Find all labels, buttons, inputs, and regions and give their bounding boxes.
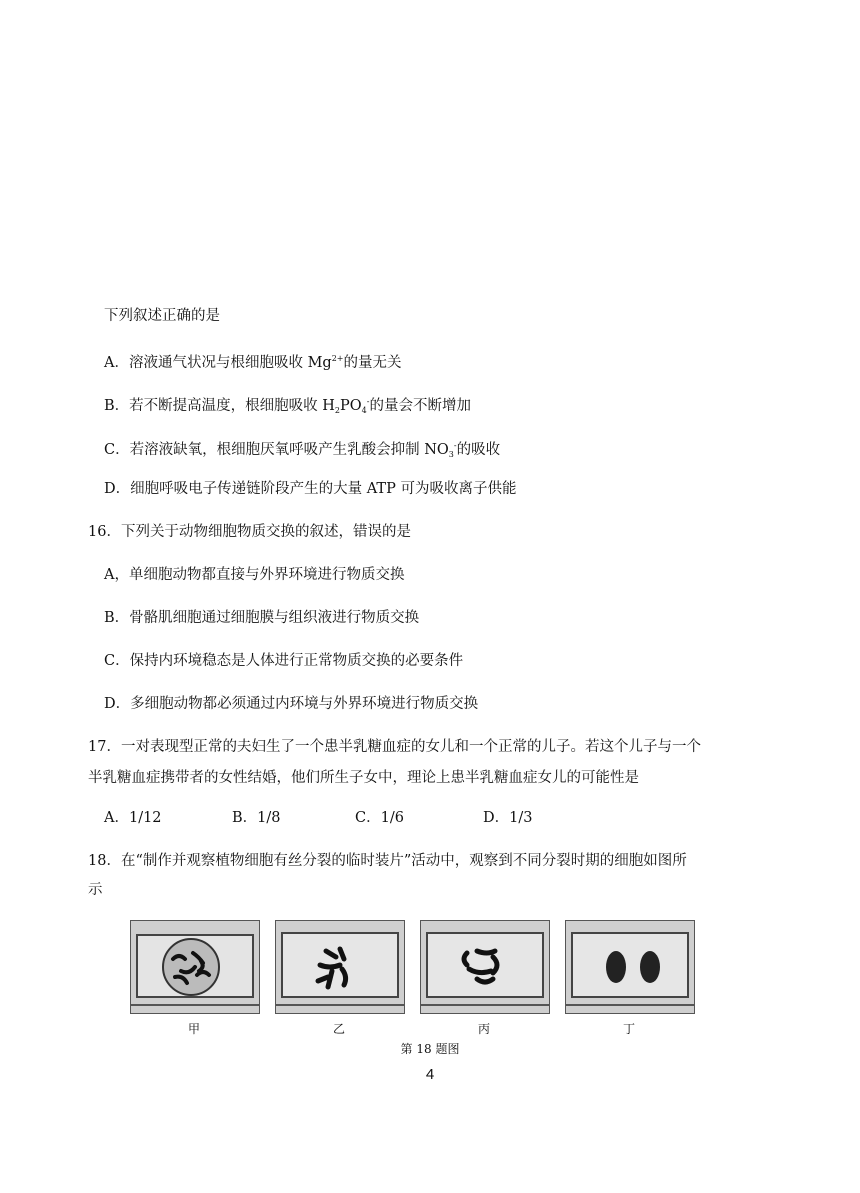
q18-stem-line1: 18．在“制作并观察植物细胞有丝分裂的临时装片”活动中，观察到不同分裂时期的细胞如图所 [88, 853, 687, 869]
q16-option-c: C．保持内环境稳态是人体进行正常物质交换的必要条件 [104, 653, 464, 669]
figure-label-bing: 丙 [477, 1022, 490, 1036]
q17-option-c: C．1/6 [355, 810, 404, 826]
cell-image-bing [420, 920, 550, 1014]
q17-option-b: B．1/8 [232, 810, 281, 826]
q15-option-c: C．若溶液缺氧，根细胞厌氧呼吸产生乳酸会抑制 $NO_3^-$的吸收 [104, 441, 501, 459]
q16-option-b: B．骨骼肌细胞通过细胞膜与组织液进行物质交换 [104, 610, 420, 626]
cell-image-yi [275, 920, 405, 1014]
q17-option-a: A．1/12 [104, 810, 162, 826]
q18-stem-line2: 示 [88, 882, 103, 898]
figure-caption: 第 18 题图 [400, 1042, 460, 1056]
figure-label-ding: 丁 [622, 1022, 635, 1036]
figure-label-jia: 甲 [187, 1022, 200, 1036]
question-intro: 下列叙述正确的是 [104, 308, 220, 324]
q15-option-b: B．若不断提高温度，根细胞吸收 $H_2PO_4^-$的量会不断增加 [104, 397, 471, 415]
figure-label-yi: 乙 [332, 1022, 345, 1036]
q16-option-d: D．多细胞动物都必须通过内环境与外界环境进行物质交换 [104, 696, 479, 712]
q16-option-a: A，单细胞动物都直接与外界环境进行物质交换 [104, 567, 405, 583]
q17-stem-line2: 半乳糖血症携带者的女性结婚，他们所生子女中，理论上患半乳糖血症女儿的可能性是 [88, 770, 639, 786]
q17-stem-line1: 17．一对表现型正常的夫妇生了一个患半乳糖血症的女儿和一个正常的儿子。若这个儿子与一个 [88, 739, 701, 755]
q15-option-a: A．溶液通气状况与根细胞吸收 $Mg^{2+}$的量无关 [104, 354, 402, 371]
q16-stem: 16．下列关于动物细胞物质交换的叙述，错误的是 [88, 524, 411, 540]
cell-image-jia [130, 920, 260, 1014]
page-number: 4 [425, 1066, 435, 1083]
q15-option-d: D．细胞呼吸电子传递链阶段产生的大量 ATP 可为吸收离子供能 [104, 481, 517, 497]
cell-image-ding [565, 920, 695, 1014]
q17-option-d: D．1/3 [483, 810, 533, 826]
